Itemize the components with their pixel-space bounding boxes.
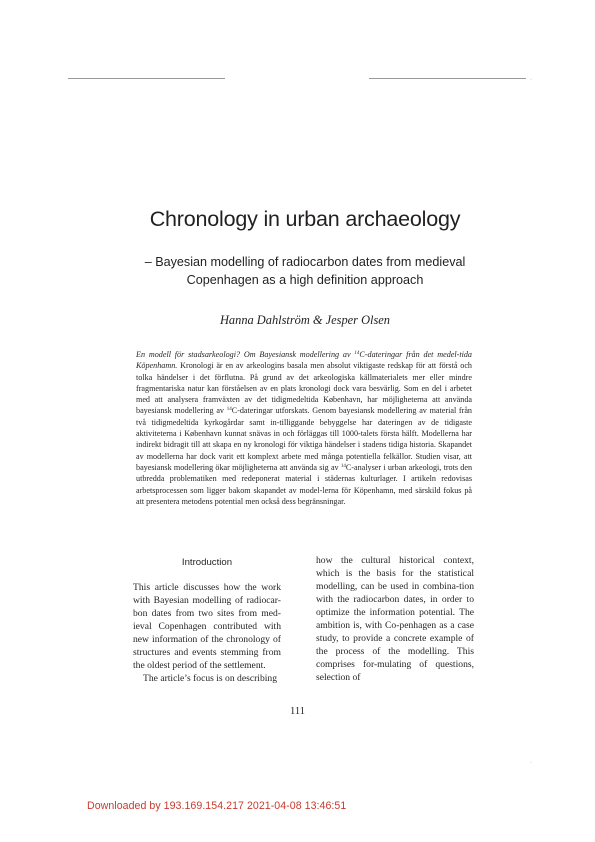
superscript: 14 xyxy=(354,351,360,356)
crop-mark-dot: · xyxy=(530,77,532,83)
subtitle-line: Copenhagen as a high definition approach xyxy=(186,273,424,287)
download-watermark: Downloaded by 193.169.154.217 2021-04-08 13:46:51 xyxy=(87,800,347,812)
abstract-text: Kronologi är en av arkeologins basala men absolut viktigaste redskap för att förstå och tolka händelser i det förflutna. På grund av det arkeologiska källmaterialets mer eller mindre fragmentariska natur kan förståelsen av en plats kronologi dock vara besvärlig. Som en del i arbetet med att analysera framväxten av det tidigmedeltida København, har möjligheterna att använda bayesiansk modellering av xyxy=(136,361,472,416)
body-paragraph: This article discusses how the work with Bayesian modelling of radiocar-bon dates from two sites from med-ieval Copenhagen contributed with new information of the chronology of structures and events stemming from the oldest period of the settlement. xyxy=(133,582,281,671)
article-title: Chronology in urban archaeology xyxy=(149,207,461,231)
article-subtitle xyxy=(95,253,515,289)
article-authors: Hanna Dahlström & Jesper Olsen xyxy=(219,313,390,327)
section-heading: Introduction xyxy=(181,557,233,568)
crop-mark-dot: · xyxy=(530,760,532,766)
header-rule-right xyxy=(369,78,526,79)
subtitle-line: – Bayesian modelling of radiocarbon dates from medieval xyxy=(144,255,466,269)
body-column-left xyxy=(133,557,281,686)
superscript: 14 xyxy=(226,407,232,413)
page-number: 111 xyxy=(290,706,305,717)
superscript: 14 xyxy=(340,463,346,469)
abstract-text: C-dateringar utforskats. Genom bayesiansk modellering av material från två tidigmedeltida kyrkogårdar samt in-tilliggande bebyggelse har dateringen av de tidigaste aktiviteterna i København kunnat snävas in och förläggas till 1000-talets första hälft. Modellerna har indirekt bidragit till att skapa en ny kronologi för viktiga händelser i stadens tidiga historia. Skapandet av modellerna har dock varit ett komplext arbete med många potentiella felkällor. Studien visar, att bayesiansk modellering ökar möjligheterna att använda sig av xyxy=(136,406,472,472)
body-column-right xyxy=(316,555,474,685)
header-rule-left xyxy=(68,78,225,79)
abstract-text: C-analyser i urban arkeologi, trots den utbredda problematiken med redeponerat material i städernas kulturlager. I artikeln redovisas arbetsprocessen som ligger bakom skapandet av model-lerna för Köpenhamn, med särskild fokus på att presentera metodens potential men också dess begränsningar. xyxy=(136,462,473,506)
body-paragraph: The article’s focus is on describing xyxy=(143,672,278,684)
abstract-title-part: C-dateringar från det medel-tida Köpenhamn. xyxy=(136,350,472,371)
abstract-title-part: En modell för stadsarkeologi? Om Bayesiansk modellering av xyxy=(136,350,355,359)
body-paragraph: how the cultural historical context, which is the basis for the statistical modelling, can be used in combina-tion with the radiocarbon dates, in order to optimize the information potential. The ambition is, with Co-penhagen as a case study, to provide a concrete example of the process of the modelling. This comprises for-mulating of questions, selection of xyxy=(316,555,474,683)
abstract xyxy=(136,349,472,507)
